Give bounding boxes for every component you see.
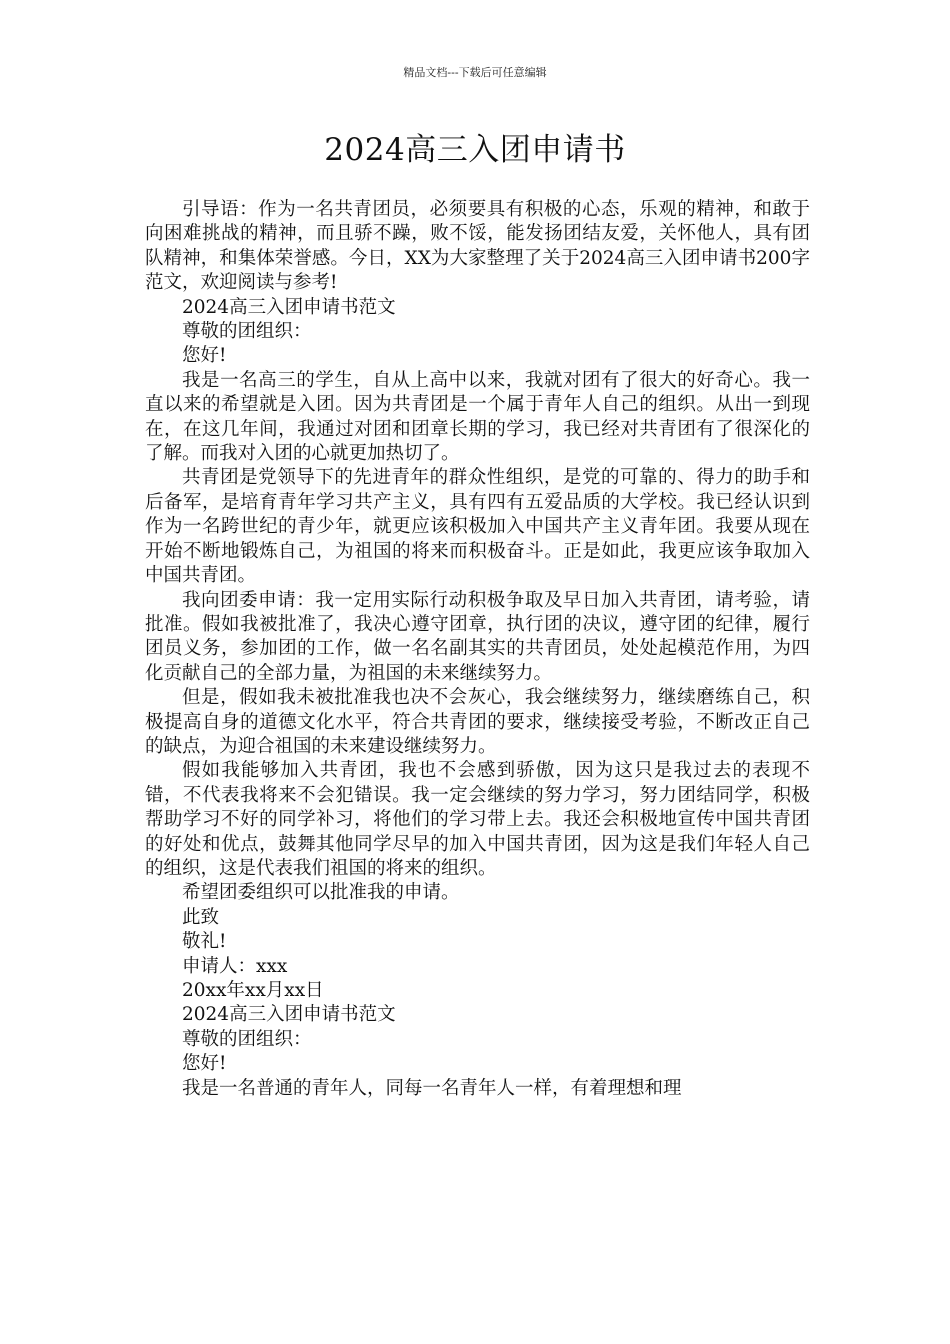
body-paragraph: 我向团委申请：我一定用实际行动积极争取及早日加入共青团，请考验，请批准。假如我被批准了，我决心遵守团章，执行团的决议，遵守团的纪律，履行团员义务，参加团的工作，做一名名副其实的共青团员，处处起模范作用，为四化贡献自己的全部力量，为祖国的未来继续努力。 bbox=[145, 589, 810, 684]
body-line: 20xx年xx月xx日 bbox=[182, 980, 324, 1001]
body-line: 敬礼! bbox=[182, 931, 227, 953]
body-line: 希望团委组织可以批准我的申请。 bbox=[182, 882, 460, 904]
body-line: 您好! bbox=[182, 1053, 227, 1075]
body-line: 此致 bbox=[182, 906, 220, 928]
page-title: 2024高三入团申请书 bbox=[324, 132, 626, 168]
body-paragraph: 假如我能够加入共青团，我也不会感到骄傲，因为这只是我过去的表现不错，不代表我将来不会犯错误。我一定会继续的努力学习，努力团结同学，积极帮助学习不好的同学补习，将他们的学习带上去。我还会积极地宣传中国共青团的好处和优点，鼓舞其他同学尽早的加入中国共青团，因为这是我们年轻人自己的组织，这是代表我们祖国的将来的组织。 bbox=[145, 760, 810, 879]
body-line: 2024高三入团申请书范文 bbox=[182, 296, 396, 318]
body-paragraph: 我是一名高三的学生，自从上高中以来，我就对团有了很大的好奇心。我一直以来的希望就是入团。因为共青团是一个属于青年人自己的组织。从出一到现在，在这几年间，我通过对团和团章长期的学习，我已经对共青团有了很深化的了解。而我对入团的心就更加热切了。 bbox=[145, 369, 810, 465]
body-line: 申请人：xxx bbox=[182, 955, 288, 977]
document-body bbox=[145, 198, 810, 1101]
body-line: 尊敬的团组织： bbox=[182, 321, 312, 343]
body-paragraph: 我是一名普通的青年人，同每一名青年人一样，有着理想和理 bbox=[182, 1077, 682, 1099]
body-line: 2024高三入团申请书范文 bbox=[182, 1004, 396, 1026]
body-paragraph: 引导语：作为一名共青团员，必须要具有积极的心态，乐观的精神，和敢于向困难挑战的精神，而且骄不躁，败不馁，能发扬团结友爱，关怀他人，具有团队精神，和集体荣誉感。今日，XX为大家整理了关于2024高三入团申请书200字范文，欢迎阅读与参考! bbox=[145, 199, 810, 294]
header-note: 精品文档---下载后可任意编辑 bbox=[403, 66, 547, 79]
body-paragraph: 但是，假如我未被批准我也决不会灰心，我会继续努力，继续磨练自己，积极提高自身的道德文化水平，符合共青团的要求，继续接受考验，不断改正自己的缺点，为迎合祖国的未来建设继续努力。 bbox=[145, 687, 810, 757]
body-paragraph: 共青团是党领导下的先进青年的群众性组织，是党的可靠的、得力的助手和后备军，是培育青年学习共产主义，具有四有五爱品质的大学校。我已经认识到作为一名跨世纪的青少年，就更应该积极加入中国共产主义青年团。我要从现在开始不断地锻炼自己，为祖国的将来而积极奋斗。正是如此，我更应该争取加入中国共青团。 bbox=[145, 467, 810, 587]
body-line: 尊敬的团组织： bbox=[182, 1028, 312, 1050]
body-line: 您好! bbox=[182, 345, 227, 367]
